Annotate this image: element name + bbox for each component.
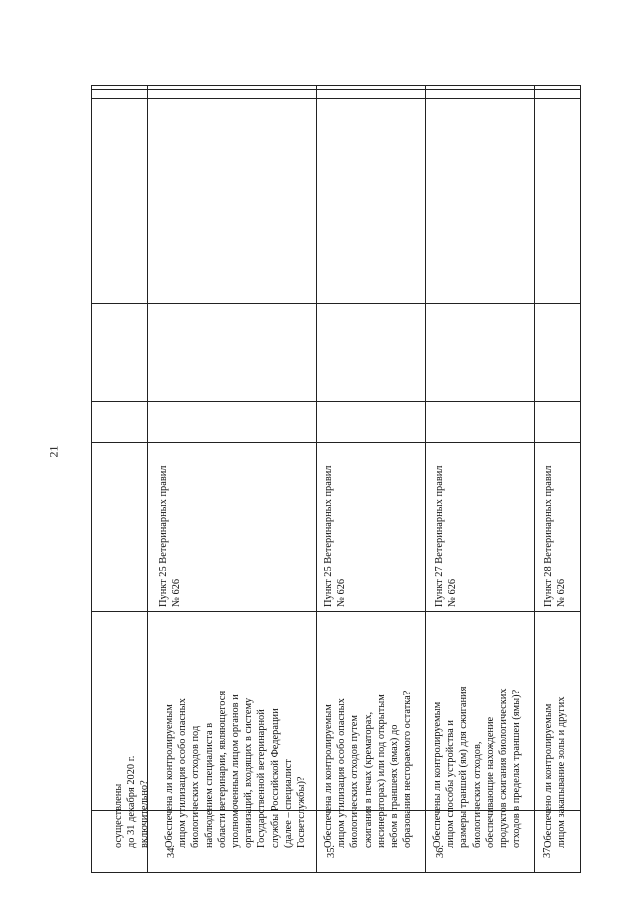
text-line: лицом утилизация особо опасных: [177, 698, 189, 848]
text-line: осуществлены: [113, 783, 124, 848]
row-divider: [92, 611, 580, 612]
row-number: 34.: [166, 845, 177, 858]
text-line: Госветслужбы)?: [296, 776, 308, 848]
row-separator: [425, 86, 426, 872]
text-line: Пункт 27 Ветеринарных правил: [434, 465, 445, 607]
text-line: Пункт 28 Ветеринарных правил: [543, 465, 554, 607]
row-divider: [92, 442, 580, 443]
text-line: службы Российской Федерации: [269, 708, 281, 848]
text-line: № 626: [171, 578, 183, 607]
row-separator: [534, 86, 535, 872]
row-divider: [92, 89, 580, 90]
row-number: 36.: [435, 845, 446, 858]
reference-cell: [157, 466, 183, 607]
row-divider: [92, 98, 580, 99]
text-line: образования несгораемого остатка?: [402, 690, 414, 848]
text-line: № 626: [336, 578, 348, 607]
text-line: Обеспечены ли контролируемым: [432, 701, 443, 848]
question-cell: [542, 697, 568, 848]
page-number: 21: [46, 445, 61, 458]
row-number: 35.: [326, 845, 337, 858]
continuation-cell: [112, 756, 152, 848]
row-divider: [92, 85, 580, 86]
reference-cell: [542, 466, 568, 607]
text-line: Обеспечено ли контролируемым: [543, 703, 554, 848]
text-line: № 626: [447, 578, 459, 607]
text-line: биологических отходов,: [471, 741, 483, 848]
text-line: № 626: [556, 578, 568, 607]
text-line: сжигания в печах (крематорах,: [362, 711, 374, 848]
row-separator: [147, 86, 148, 872]
question-cell: [163, 691, 308, 848]
text-line: отходов в пределах траншеи (ямы)?: [511, 689, 523, 848]
text-line: лицом способы устройства и: [445, 720, 457, 848]
row-separator: [316, 86, 317, 872]
text-line: уполномоченным лицом органов и: [230, 694, 242, 848]
reference-cell: [433, 466, 459, 607]
text-line: обеспечивающие нахождение: [484, 716, 496, 848]
question-cell: [431, 687, 523, 848]
row-number: 37.: [542, 845, 553, 858]
text-line: (далее – специалист: [282, 759, 294, 848]
text-line: Пункт 25 Ветеринарных правил: [323, 465, 334, 607]
text-line: Обеспечена ли контролируемым: [164, 704, 175, 848]
row-divider: [92, 303, 580, 304]
text-line: Обеспечена ли контролируемым: [323, 704, 334, 848]
text-line: инсинераторах) или под открытым: [375, 694, 387, 848]
text-line: размеры траншей (ям) для сжигания: [458, 686, 470, 848]
reference-cell: [322, 466, 348, 607]
text-line: небом в траншеях (ямах) до: [389, 724, 401, 848]
text-line: области ветеринарии, являющегося: [216, 690, 228, 848]
text-line: включительно?: [139, 780, 151, 848]
text-line: наблюдением специалиста в: [203, 722, 215, 848]
text-line: биологических отходов под: [190, 725, 202, 848]
question-cell: [322, 691, 414, 848]
text-line: Государственной ветеринарной: [256, 709, 268, 848]
text-line: Пункт 25 Ветеринарных правил: [158, 465, 169, 607]
text-line: лицом утилизация особо опасных: [336, 698, 348, 848]
row-divider: [92, 401, 580, 402]
text-line: продуктов сжигания биологических: [498, 688, 510, 848]
text-line: биологических отходов путем: [349, 715, 361, 848]
text-line: до 31 декабря 2020 г.: [126, 755, 138, 848]
text-line: организаций, входящих в систему: [243, 697, 255, 848]
text-line: лицом закапывание золы и других: [556, 696, 568, 848]
